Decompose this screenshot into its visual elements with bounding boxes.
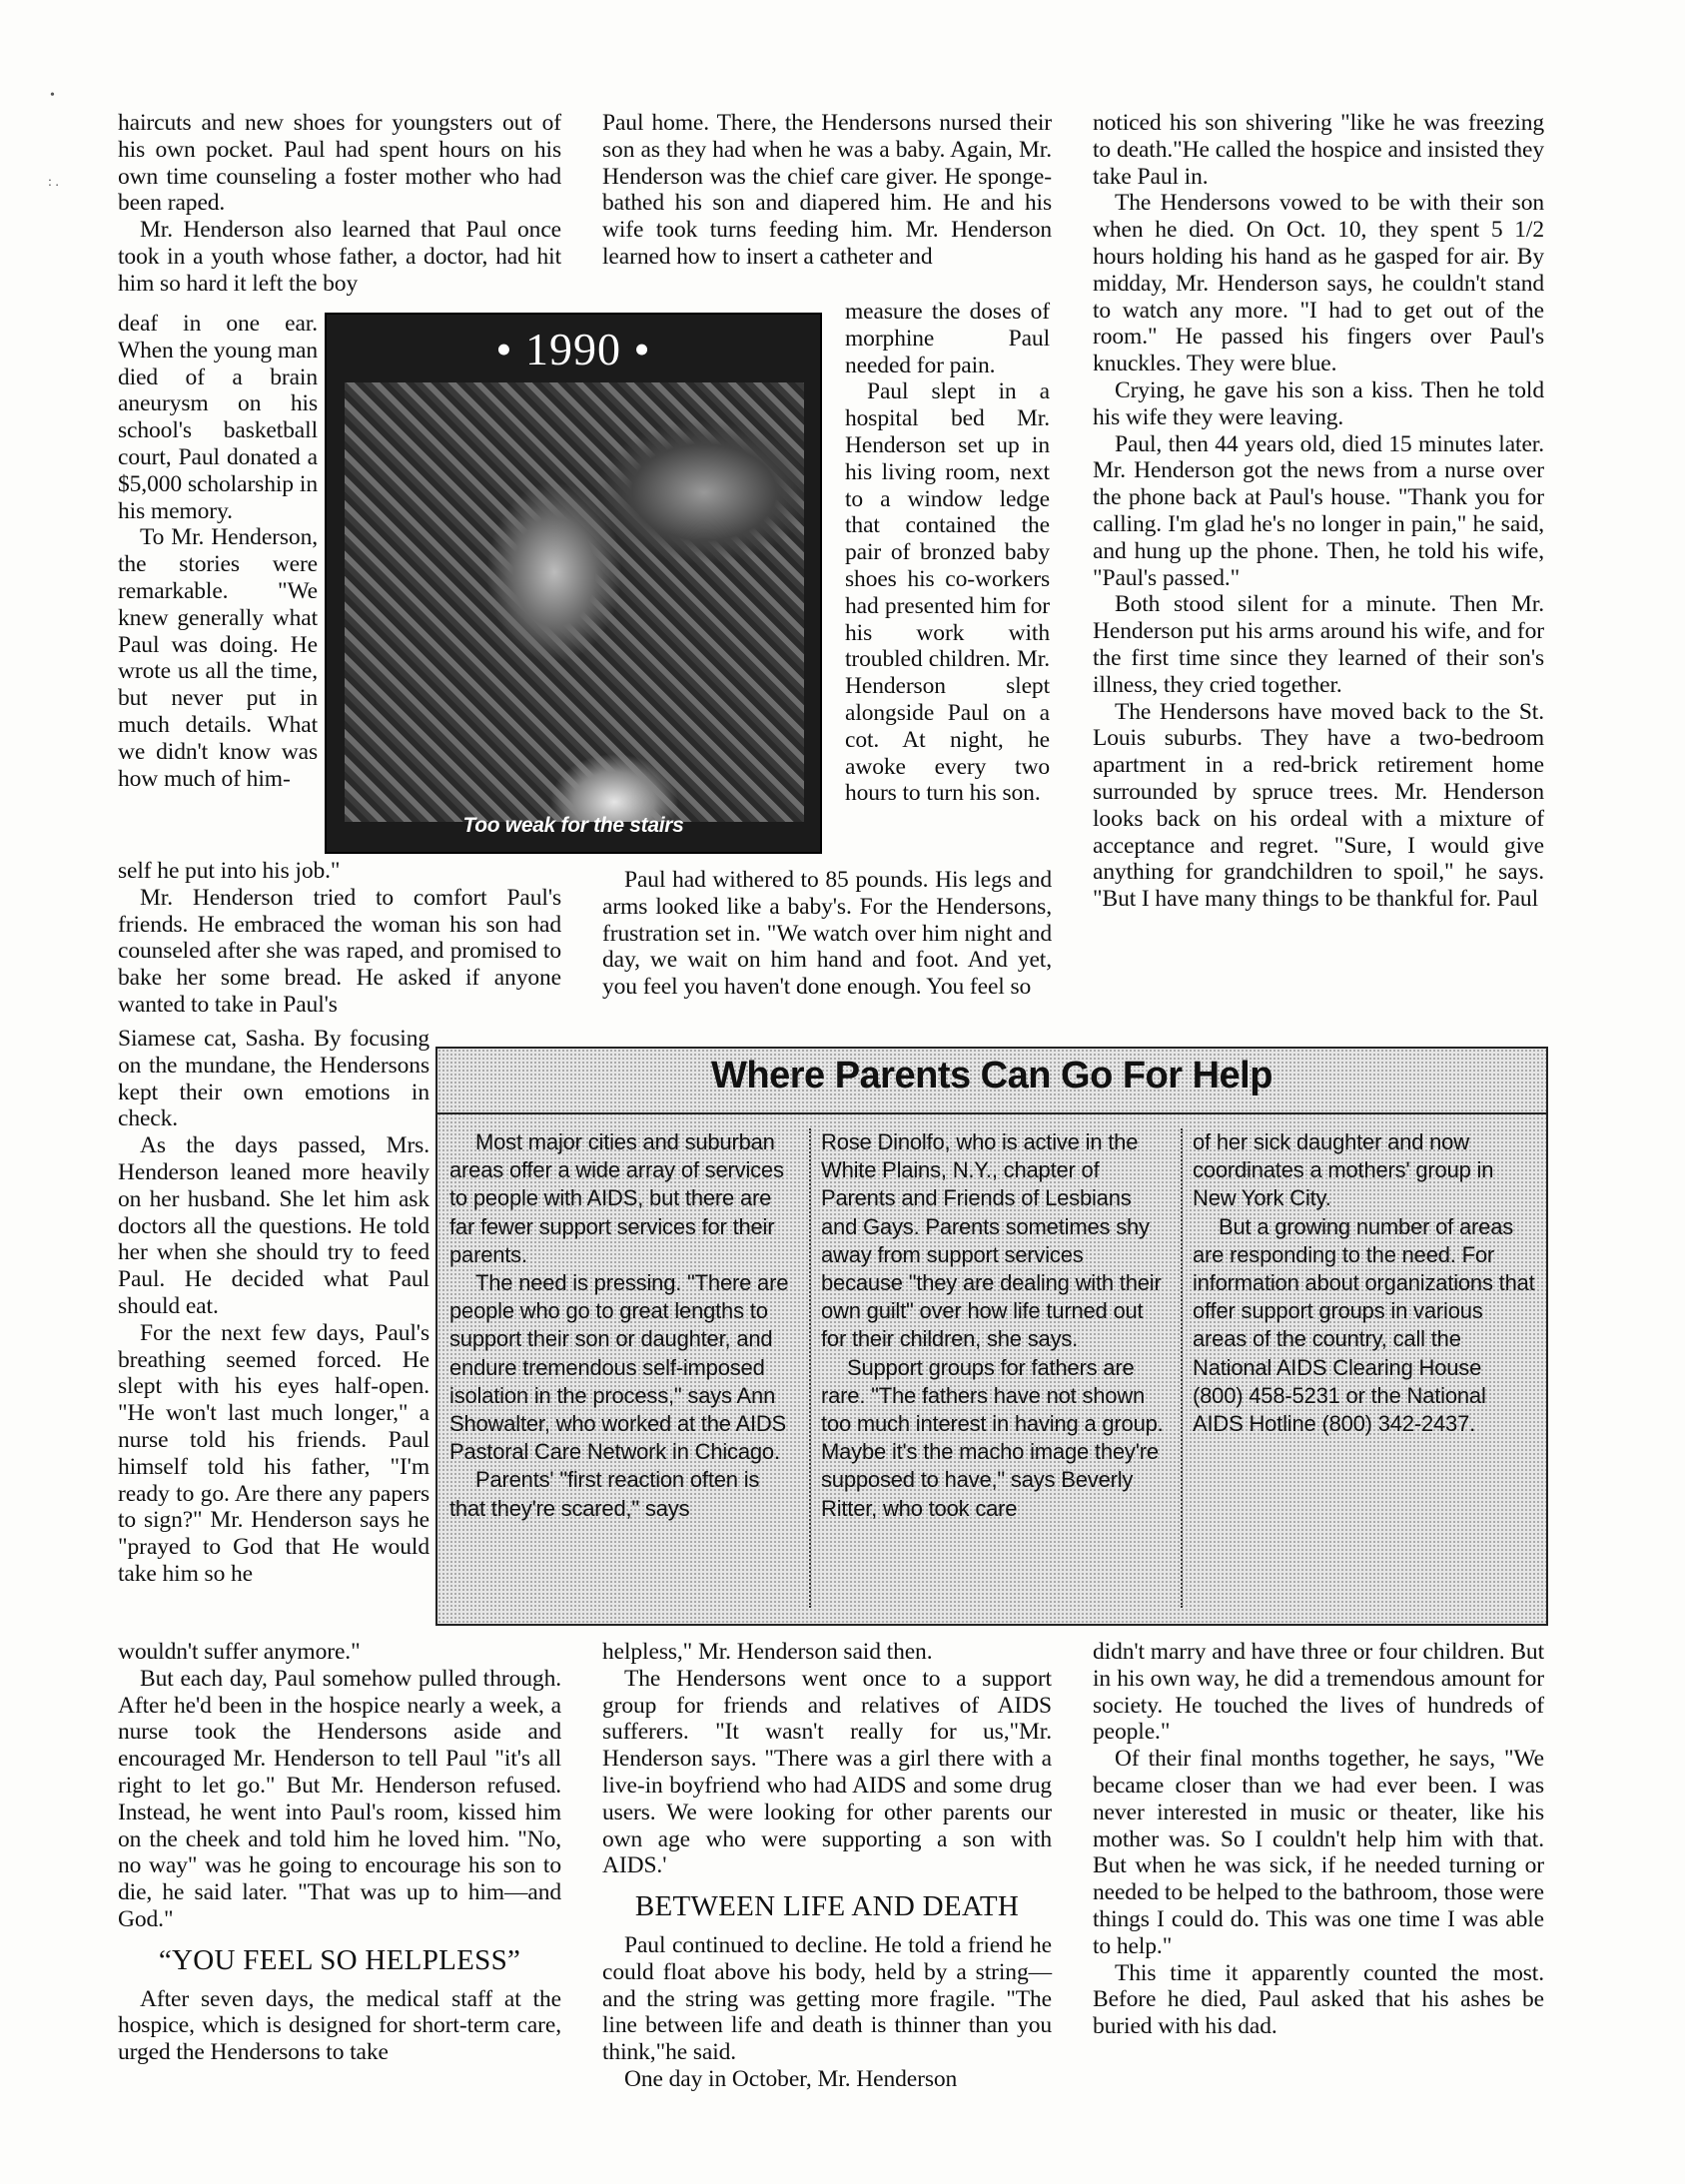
paragraph: For the next few days, Paul's breathing seemed forced. He slept with his eyes half-open. "He won't last much longer," a nurse told his friends. Paul himself told his father, "I'm ready to go. Are there any papers to sign?" Mr. Henderson says he "prayed to God that He would take him so he xyxy=(118,1319,429,1587)
photo-year-label: • 1990 • xyxy=(495,324,651,374)
paragraph: haircuts and new shoes for youngsters out of his own pocket. Paul had spent hours on his own time counseling a foster mother who had been raped. xyxy=(118,110,561,217)
paragraph: didn't marry and have three or four children. But in his own way, he did a tremendous amount for society. He touched the lives of hundreds of people." xyxy=(1093,1639,1544,1746)
paragraph: One day in October, Mr. Henderson xyxy=(624,2065,958,2092)
paragraph: Of their final months together, he says, "We became closer than we had ever been. I was never interested in music or theater, like his mother was. So I couldn't help him with that. But when he was sick, if he needed turning or needed to be helped to the bathroom, those were things I could do. This was one time I was able to help." xyxy=(1093,1746,1544,1959)
paragraph: Paul, then 44 years old, died 15 minutes later. Mr. Henderson got the news from a nurse over the phone back at Paul's house. "Thank you for calling. I'm glad he's no longer in pain," he said, and hung up the phone. Then, he told his wife, "Paul's passed." xyxy=(1093,430,1544,591)
paragraph: noticed his son shivering "like he was freezing to death."He called the hospice and insisted they take Paul in. xyxy=(1093,110,1544,190)
paragraph: Paul slept in a hospital bed Mr. Henderson set up in his living room, next to a window ledge that contained the pair of bronzed baby shoes his co-workers had presented him for his work with troubled children. Mr. Henderson slept alongside Paul on a cot. At night, he awoke every two hours to turn his son. xyxy=(845,378,1050,807)
paragraph: Crying, he gave his son a kiss. Then he told his wife they were leaving. xyxy=(1093,376,1544,430)
sidebar-column-3 xyxy=(1193,1128,1537,1438)
paragraph: wouldn't suffer anymore." xyxy=(118,1639,361,1665)
photo-image xyxy=(345,382,804,822)
sidebar-title-bar xyxy=(437,1049,1546,1114)
paragraph: Paul had withered to 85 pounds. His legs and arms looked like a baby's. For the Hendersons, frustration set in. "We watch over him night and day, we wait on him hand and foot. And yet, you feel you haven't done enough. You feel so xyxy=(602,867,1052,1001)
paragraph: As the days passed, Mrs. Henderson leaned more heavily on her husband. She let him ask doctors all the questions. He told her when she should try to feed Paul. He decided what Paul should eat. xyxy=(118,1132,429,1319)
sidebar-divider xyxy=(1181,1128,1183,1608)
sidebar-column-1 xyxy=(449,1128,799,1523)
sidebar-paragraph: But a growing number of areas are responding to the need. For information about organizations that offer support groups in various areas of the country, call the National AIDS Clearing House (800) 458-5231 or the National AIDS Hotline (800) 342-2437. xyxy=(1193,1213,1535,1437)
sidebar-divider xyxy=(809,1128,811,1608)
paragraph: deaf in one ear. When the young man died of a brain aneurysm on his school's basketball court, Paul donated a $5,000 scholarship in his memory. xyxy=(118,311,318,524)
sidebar-paragraph: of her sick daughter and now coordinates a mothers' group in New York City. xyxy=(1193,1129,1494,1211)
column-3-bottom xyxy=(1093,1639,1544,2040)
section-heading: “YOU FEEL SO HELPLESS” xyxy=(158,1943,521,1976)
column-1-bottom xyxy=(118,1639,561,2066)
column-1-after-photo xyxy=(118,858,561,1019)
scan-mark: • xyxy=(50,88,55,103)
sidebar-paragraph: The need is pressing. "There are people who go to great lengths to support their son or daughter, and endure tremendous self-imposed isolation in the process," says Ann Showalter, who worked at the AIDS Pastoral Care Network in Chicago. xyxy=(449,1270,789,1465)
column-2-top xyxy=(602,110,1052,271)
help-sidebar-box xyxy=(435,1047,1548,1626)
paragraph: This time it apparently counted the most. Before he died, Paul asked that his ashes be buried with his dad. xyxy=(1093,1959,1544,2040)
column-1-top xyxy=(118,110,561,298)
paragraph: Paul home. There, the Hendersons nursed their son as they had when he was a baby. Again, Mr. Henderson was the chief care giver. He sponge-bathed his son and diapered him. He and his wife took turns feeding him. Mr. Henderson learned how to insert a catheter and xyxy=(602,110,1052,270)
column-3-top xyxy=(1093,110,1544,913)
paragraph: helpless," Mr. Henderson said then. xyxy=(602,1639,933,1665)
paragraph: measure the doses of morphine Paul needed for pain. xyxy=(845,299,1050,378)
sidebar-paragraph: Support groups for fathers are rare. "The fathers have not shown too much interest in having a group. Maybe it's the macho image they're supposed to have," says Beverly Ritter, who took care xyxy=(821,1354,1164,1521)
paragraph: The Hendersons have moved back to the St. Louis suburbs. They have a two-bedroom apartment in a red-brick retirement home surrounded by spruce trees. Mr. Henderson looks back on his ordeal with a mixture of acceptance and regret. "Sure, I would give anything for grandchildren to spoil," he says. "But I have many things to be thankful for. Paul xyxy=(1093,698,1544,913)
column-2-narrow xyxy=(845,299,1050,807)
paragraph: To Mr. Henderson, the stories were remarkable. "We knew generally what Paul was doing. He wrote us all the time, but never put in much details. What we didn't know was how much of him- xyxy=(118,524,318,792)
column-2-bottom xyxy=(602,1639,1052,2093)
paragraph: Mr. Henderson tried to comfort Paul's friends. He embraced the woman his son had counseled after she was raped, and promised to bake her some bread. He asked if anyone wanted to take in Paul's xyxy=(118,884,561,1018)
sidebar-column-2 xyxy=(821,1128,1171,1523)
sidebar-paragraph: Most major cities and suburban areas offer a wide array of services to people with AIDS, but there are far fewer support services for their parents. xyxy=(449,1129,784,1267)
paragraph: The Hendersons vowed to be with their son when he died. On Oct. 10, they spent 5 1/2 hours holding his hand as he gasped for air. By midday, Mr. Henderson says, he couldn't stand to watch any more. "I had to get out of the room." He passed his fingers over Paul's knuckles. They were blue. xyxy=(1093,190,1544,377)
photo-1990 xyxy=(325,313,822,854)
paragraph: The Hendersons went once to a support group for friends and relatives of AIDS sufferers. "It wasn't really for us,"Mr. Henderson says. "There was a girl there with a live-in boyfriend who had AIDS and some drug users. We were looking for other parents our own age who were supporting a son with AIDS.' xyxy=(602,1665,1052,1879)
column-1-narrow-2 xyxy=(118,1026,429,1588)
scan-mark: : . xyxy=(48,175,59,190)
photo-caption: Too weak for the stairs xyxy=(462,814,684,837)
sidebar-paragraph: Rose Dinolfo, who is active in the White Plains, N.Y., chapter of Parents and Friends of Lesbians and Gays. Parents sometimes shy away from support services because "they are dealing with their own guilt" over how life turned out for their children, she says. xyxy=(821,1129,1162,1352)
paragraph: But each day, Paul somehow pulled through. After he'd been in the hospice nearly a week, a nurse took the Hendersons aside and encouraged Mr. Henderson to tell Paul "it's all right to let go." But Mr. Henderson refused. Instead, he went into Paul's room, kissed him on the cheek and told him he loved him. "No, no way" was he going to encourage his son to die, he said later. "That was up to him—and God." xyxy=(118,1665,561,1932)
paragraph: Both stood silent for a minute. Then Mr. Henderson put his arms around his wife, and for the first time since they learned of their son's illness, they cried together. xyxy=(1093,591,1544,698)
paragraph: Mr. Henderson also learned that Paul once took in a youth whose father, a doctor, had hit him so hard it left the boy xyxy=(118,217,561,297)
column-1-narrow xyxy=(118,311,318,792)
paragraph: Siamese cat, Sasha. By focusing on the mundane, the Hendersons kept their own emotions in check. xyxy=(118,1026,429,1132)
paragraph: Paul continued to decline. He told a friend he could float above his body, held by a string—and the string was getting more fragile. "The line between life and death is thinner than you think,"he said. xyxy=(602,1931,1052,2066)
sidebar-title: Where Parents Can Go For Help xyxy=(711,1055,1272,1096)
paragraph: self he put into his job." xyxy=(118,858,341,884)
section-heading: BETWEEN LIFE AND DEATH xyxy=(634,1890,1020,1923)
paragraph: After seven days, the medical staff at the hospice, which is designed for short-term care, urged the Hendersons to take xyxy=(118,1985,561,2066)
column-2-wide xyxy=(602,867,1052,1001)
sidebar-paragraph: Parents' "first reaction often is that they're scared," says xyxy=(449,1467,760,1521)
